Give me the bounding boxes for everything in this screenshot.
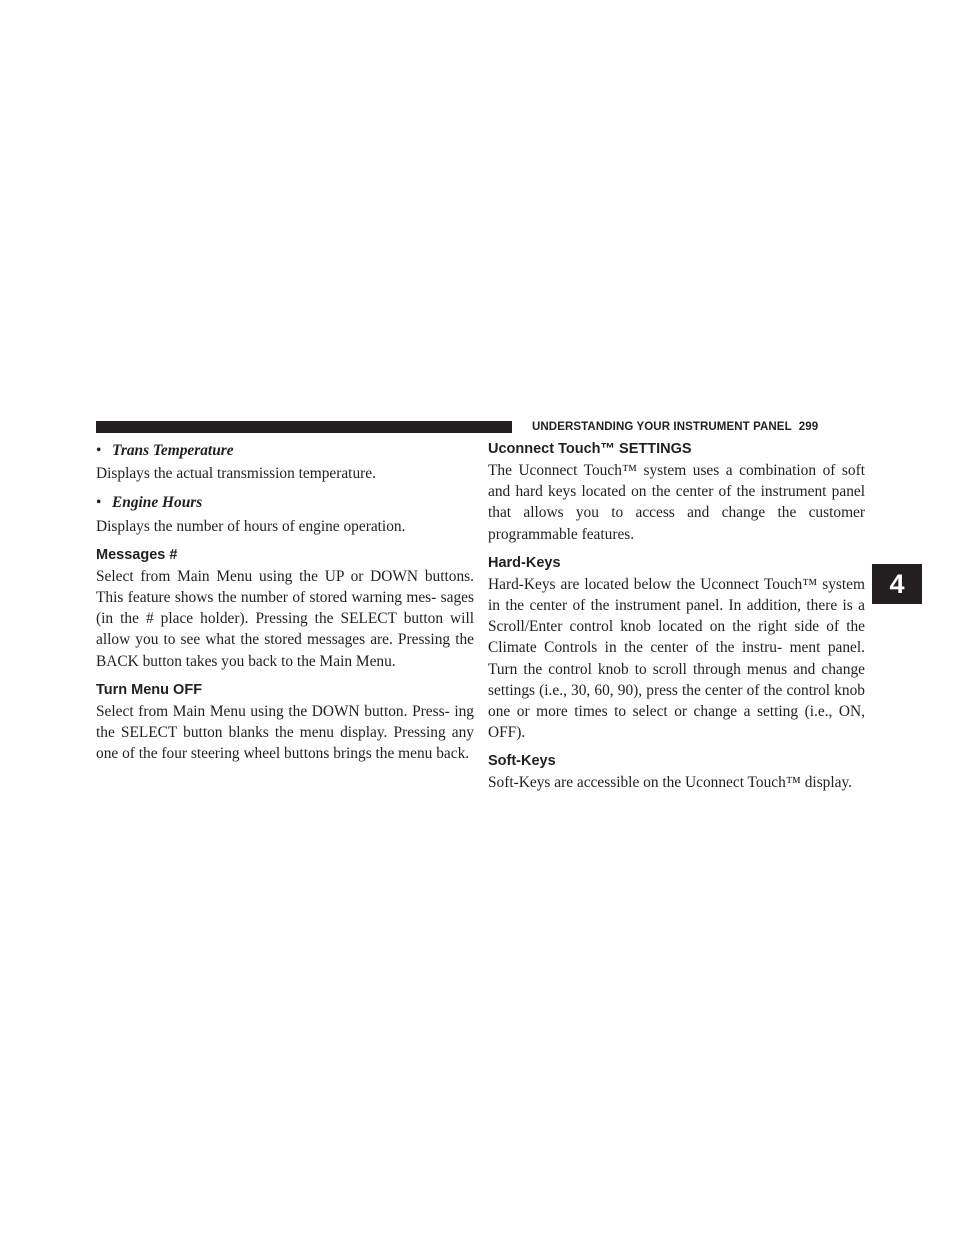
section-heading-messages: Messages #: [96, 546, 178, 563]
section-heading-uconnect-settings: Uconnect Touch™ SETTINGS: [488, 441, 692, 457]
section-body-turn-menu-off: Select from Main Menu using the DOWN button. Press- ing the SELECT button blanks the menu display. Pressing any one of the four steering wheel buttons brings the menu back.: [96, 702, 474, 763]
bullet-description: Displays the actual transmission temperature.: [96, 465, 376, 483]
section-body-uconnect-settings: The Uconnect Touch™ system uses a combination of soft and hard keys located on the center of the instrument panel that allows you to access and change the customer programmable features.: [488, 462, 865, 543]
header-title: UNDERSTANDING YOUR INSTRUMENT PANEL: [532, 421, 792, 433]
section-body-hard-keys: Hard-Keys are located below the Uconnect Touch™ system in the center of the instrument panel. In addition, there is a Scroll/Enter control knob located on the right side of the Climate Controls in the center of the instru- ment panel. Turn the control knob to scroll through menus and change settings (i.e., 30, 60, 90), press the center of the control knob one or more times to select or change a setting (i.e., ON, OFF).: [488, 575, 865, 742]
page-number: 299: [798, 421, 819, 433]
bullet-description: Displays the number of hours of engine operation.: [96, 517, 406, 535]
section-body-soft-keys: Soft-Keys are accessible on the Uconnect Touch™ display.: [488, 774, 853, 792]
bullet-item: [96, 492, 474, 513]
left-column: [96, 440, 474, 764]
running-header: [532, 419, 866, 435]
chapter-tab: 4: [872, 564, 922, 604]
bullet-label: Trans Temperature: [112, 442, 234, 459]
section-heading-hard-keys: Hard-Keys: [488, 554, 561, 571]
section-heading-turn-menu-off: Turn Menu OFF: [96, 681, 203, 698]
right-column: [488, 440, 865, 794]
header-rule: [96, 421, 512, 433]
bullet-item: [96, 440, 474, 461]
bullet-icon: •: [96, 494, 102, 512]
bullet-label: Engine Hours: [112, 494, 203, 512]
section-heading-soft-keys: Soft-Keys: [488, 753, 556, 770]
bullet-icon: •: [96, 442, 102, 459]
section-body-messages: Select from Main Menu using the UP or DOWN buttons. This feature shows the number of stored warning mes- sages (in the # place holder). Pressing the SELECT button will allow you to see what the stored messages are. Pressing the BACK button takes you back to the Main Menu.: [96, 567, 474, 670]
